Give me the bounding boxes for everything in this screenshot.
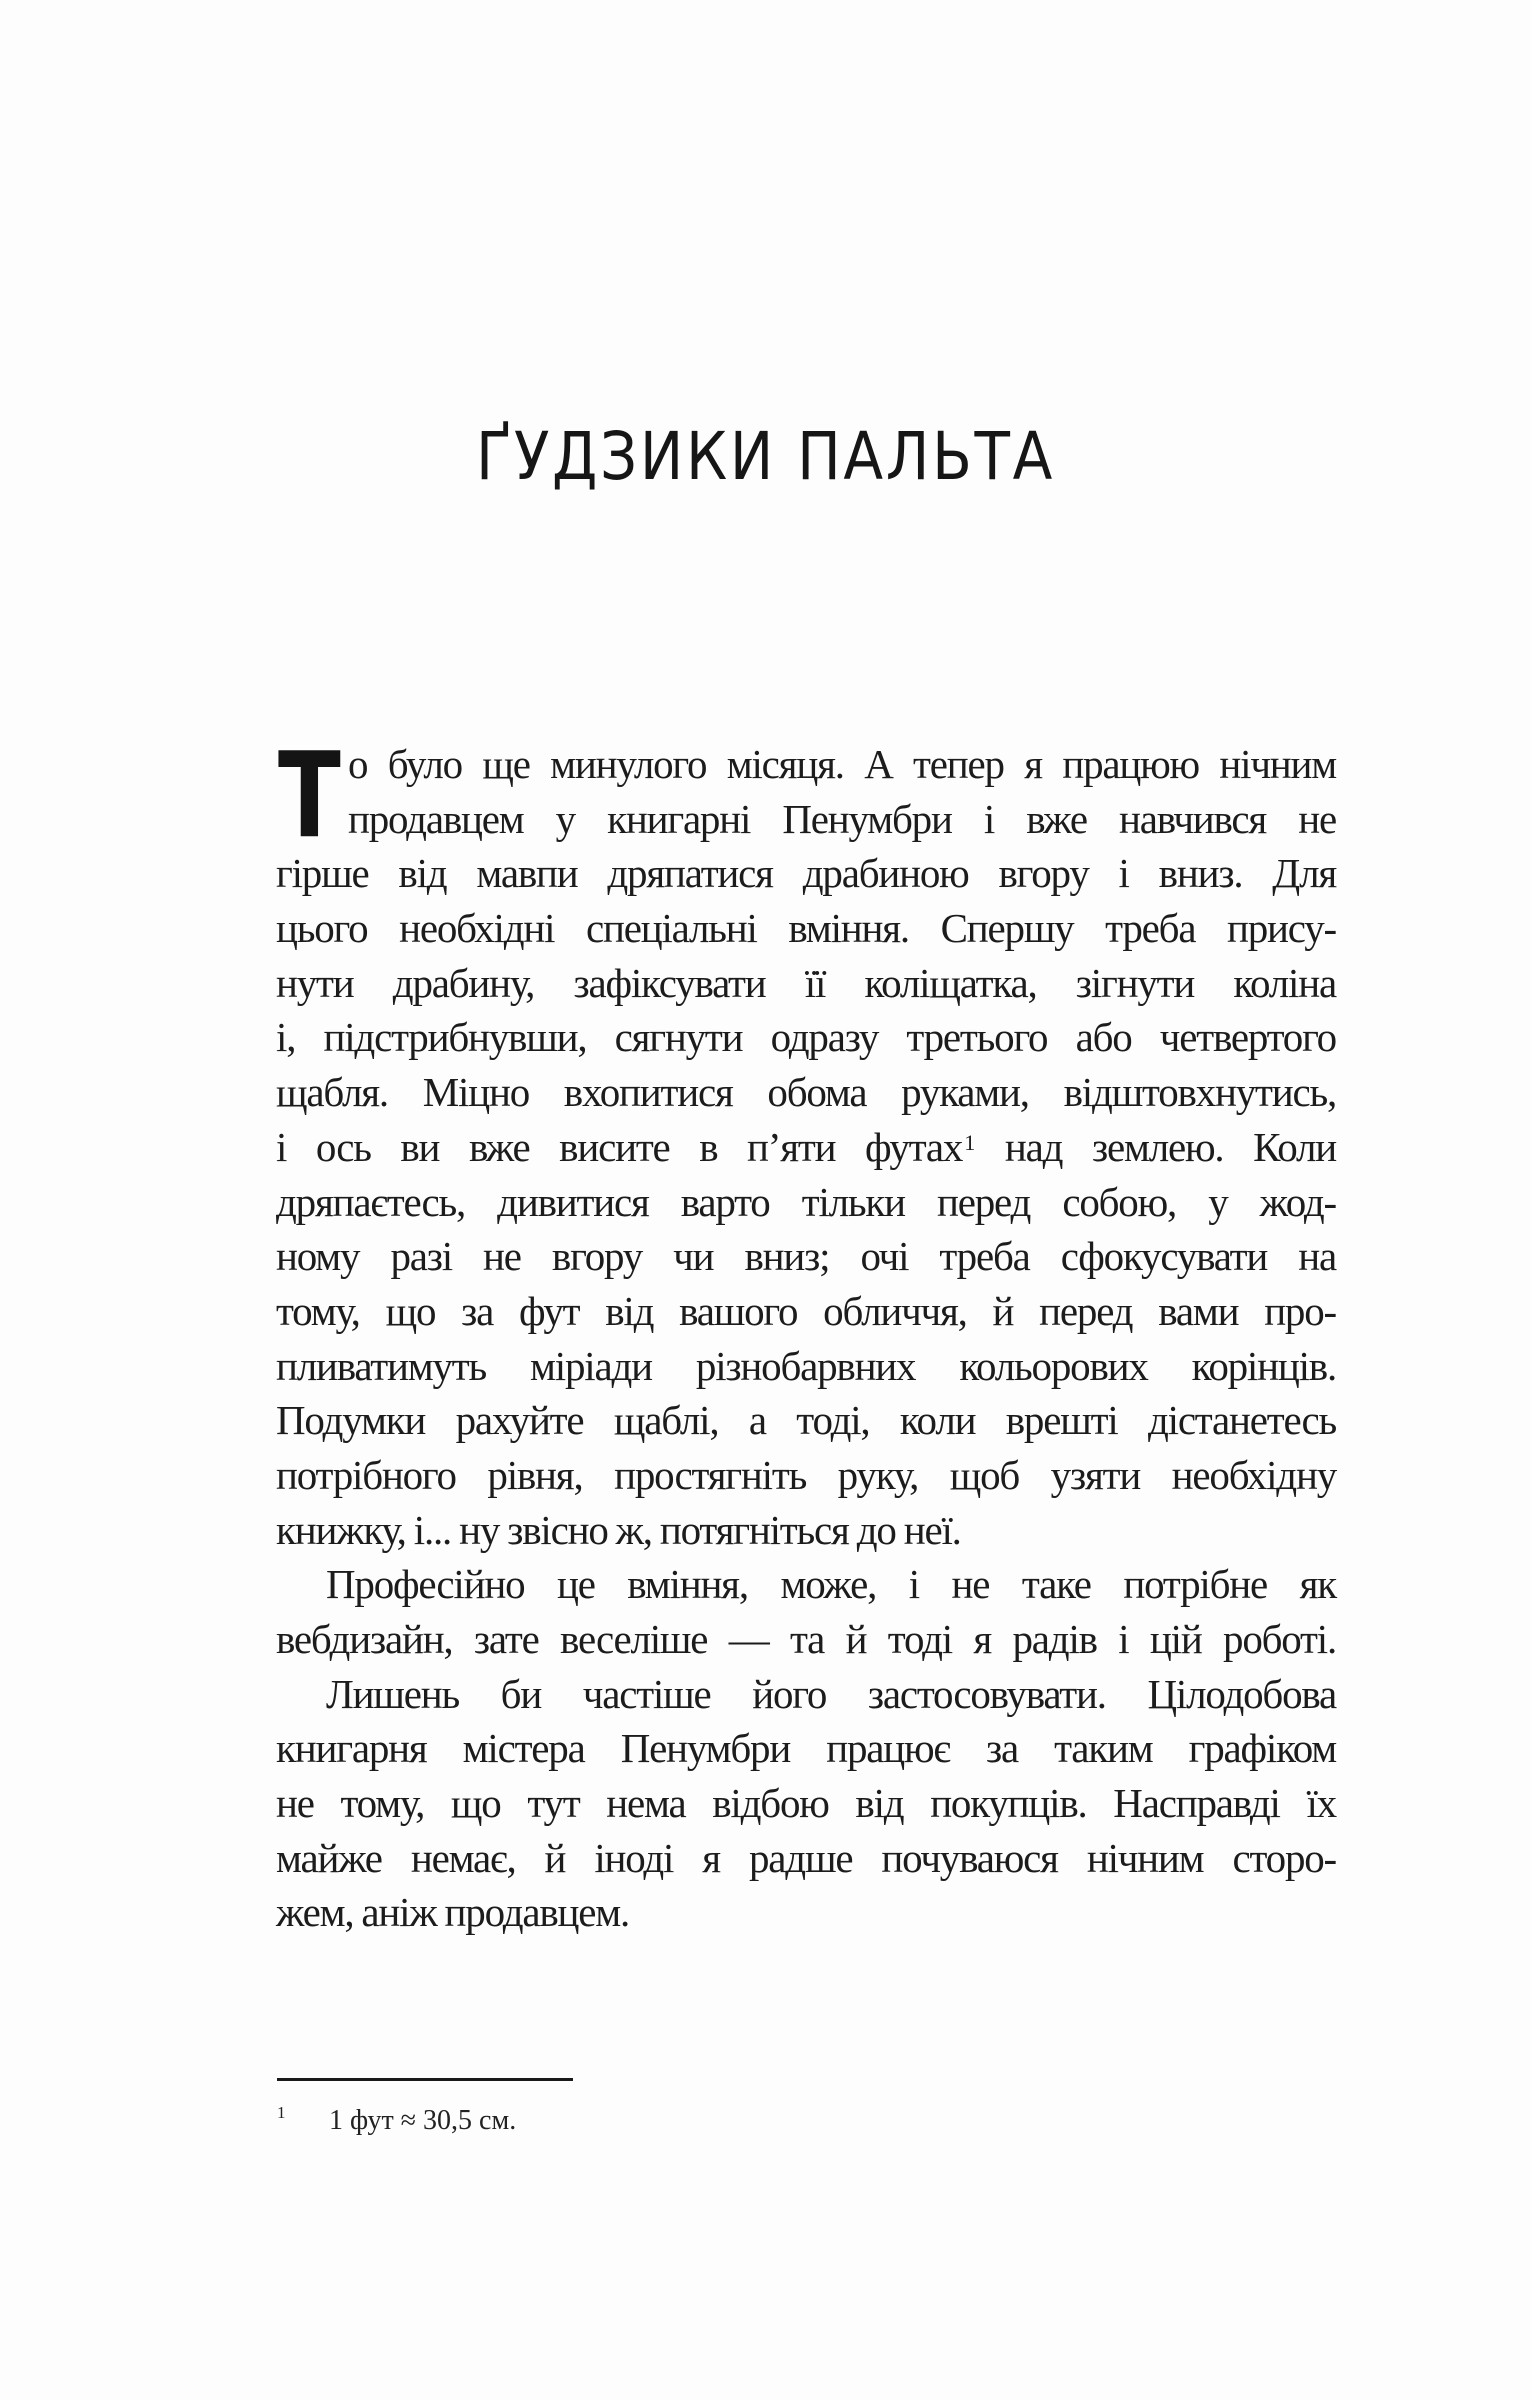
text-line: не тому, що тут нема відбою від покупців. Насправді їх — [276, 1780, 1336, 1827]
text-line: щабля. Міцно вхопитися обома руками, відштовхнутись, — [276, 1069, 1336, 1116]
text-segment: і ось ви вже висите в п’яти футах — [276, 1123, 963, 1170]
text-segment: над землею. Коли — [975, 1123, 1336, 1170]
text-line: о було ще минулого місяця. А тепер я працюю нічним — [348, 741, 1336, 787]
text-line: пливатимуть міріади різнобарвних кольорових корінців. — [276, 1342, 1336, 1389]
chapter-title: ҐУДЗИКИ ПАЛЬТА — [475, 418, 1056, 495]
text-line: і, підстрибнувши, сягнути одразу третього або четвертого — [276, 1014, 1336, 1061]
text-line: продавцем у книгарні Пенумбри і вже навчився не — [348, 795, 1336, 842]
text-line: потрібного рівня, простягніть руку, щоб узяти необхідну — [276, 1451, 1336, 1498]
text-line-with-footnote — [276, 1120, 1336, 1175]
text-line: Професійно це вміння, може, і не таке потрібне як — [326, 1561, 1336, 1608]
chapter-body — [276, 726, 1336, 1940]
footnote-text: 1 фут ≈ 30,5 см. — [329, 2105, 517, 2136]
text-line: гірше від мавпи дряпатися драбиною вгору і вниз. Для — [276, 850, 1336, 897]
text-line: Подумки рахуйте щаблі, а тоді, коли врешті дістанетесь — [276, 1397, 1336, 1444]
text-line: вебдизайн, зате веселіше — та й тоді я радів і цій роботі. — [276, 1616, 1336, 1662]
footnote-divider — [277, 2078, 573, 2081]
text-line: дряпаєтесь, дивитися варто тільки перед собою, у жод- — [276, 1178, 1336, 1225]
text-line: цього необхідні спеціальні вміння. Спершу треба прису- — [276, 905, 1336, 952]
text-line: тому, що за фут від вашого обличчя, й перед вами про- — [276, 1287, 1336, 1334]
text-line: книжку, і... ну звісно ж, потягніться до неї. — [276, 1506, 961, 1553]
text-line: нути драбину, зафіксувати її коліщатка, зігнути коліна — [276, 959, 1336, 1006]
footnote — [277, 2105, 516, 2137]
text-line: Лишень би частіше його застосовувати. Цілодобова — [326, 1670, 1336, 1717]
text-line: майже немає, й іноді я радше почуваюся нічним сторо- — [276, 1834, 1336, 1881]
footnote-reference[interactable]: 1 — [964, 1129, 976, 1155]
text-line: книгарня містера Пенумбри працює за таким графіком — [276, 1725, 1336, 1772]
text-line: ному разі не вгору чи вниз; очі треба сфокусувати на — [276, 1233, 1336, 1280]
footnote-number: 1 — [277, 2103, 286, 2122]
drop-cap: Т — [278, 726, 341, 864]
text-line: жем, аніж продавцем. — [276, 1889, 630, 1936]
